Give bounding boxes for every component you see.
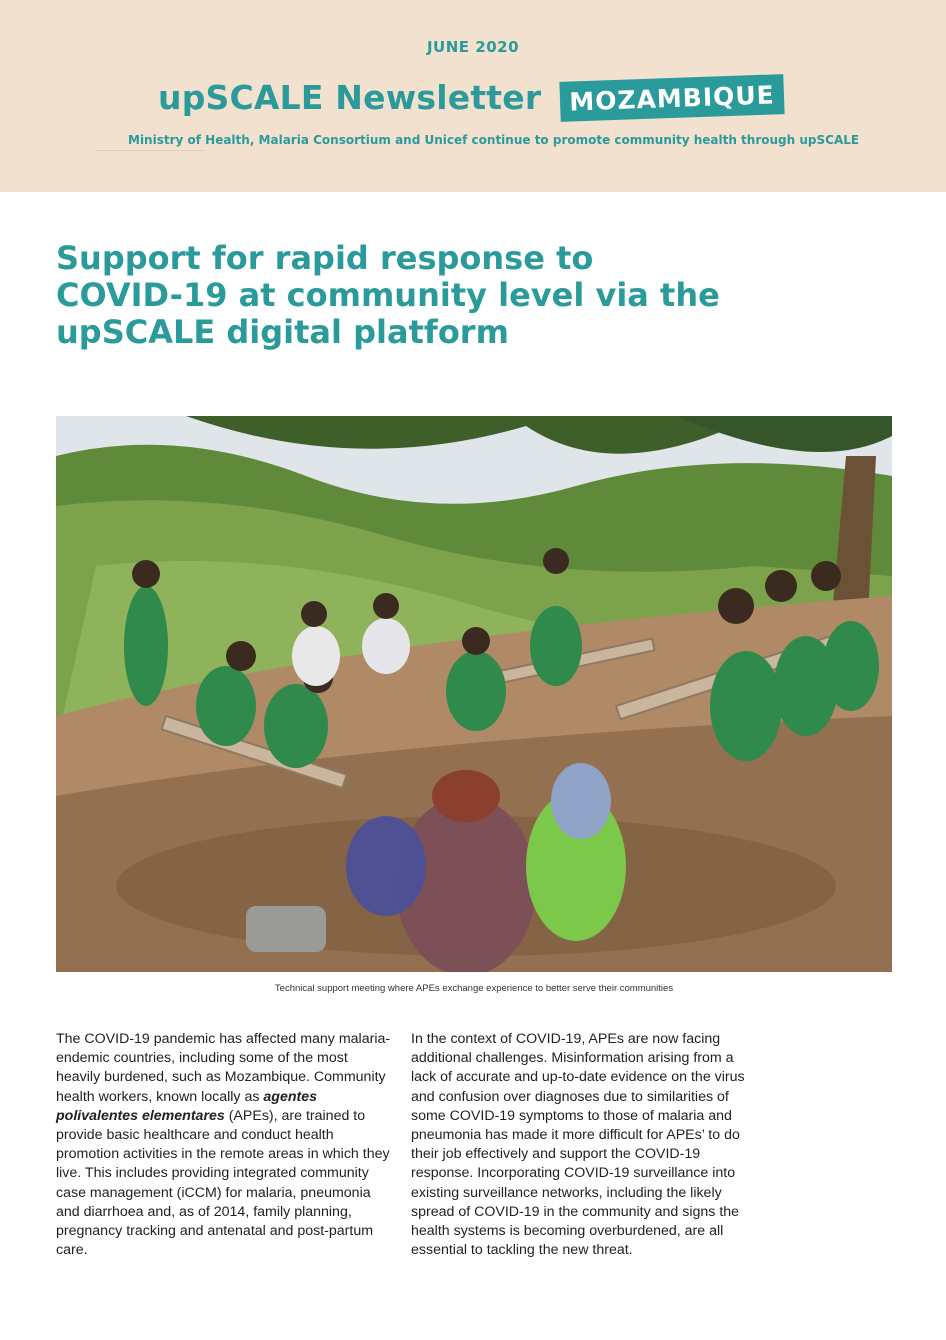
- photo-caption: Technical support meeting where APEs exchange experience to better serve their communities: [274, 983, 674, 994]
- body-paragraph: [56, 1030, 391, 1260]
- headline-line: Support for rapid response to: [56, 239, 594, 277]
- emphasized-term: agentes polivalentes elementares: [56, 1088, 318, 1124]
- newsletter-title: upSCALE Newsletter: [158, 78, 542, 117]
- article-column-right: [411, 1030, 746, 1260]
- masthead-divider: [96, 150, 206, 151]
- article-headline: [56, 240, 836, 351]
- headline-line: upSCALE digital platform: [56, 313, 509, 351]
- body-text: The COVID-19 pandemic has affected many malaria-endemic countries, including some of the most heavily burdened, such as Mozambique. Community health workers, known locally as: [56, 1031, 391, 1105]
- issue-date: JUNE 2020: [426, 38, 520, 56]
- body-paragraph: In the context of COVID-19, APEs are now facing additional challenges. Misinformation arising from a lack of accurate and up-to-date evidence on the virus and confusion over diagnoses due to similarities of some COVID-19 symptoms to those of malaria and pneumonia has made it more difficult for APEs’ to do their job effectively and support the COVID-19 response. Incorporating COVID-19 surveillance into existing surveillance networks, including the likely spread of COVID-19 in the community and signs the health systems is becoming overburdened, are all essential to tackling the new threat.: [411, 1031, 745, 1259]
- headline-line: COVID-19 at community level via the: [56, 276, 720, 314]
- article-column-left: [56, 1030, 391, 1260]
- newsletter-tagline: Ministry of Health, Malaria Consortium and Unicef continue to promote community health through upSCALE: [128, 133, 860, 147]
- meeting-photo: [56, 416, 892, 972]
- body-text: (APEs), are trained to provide basic healthcare and conduct health promotion activities in the remote areas in which they live. This includes providing integrated community case management (iCCM) for malaria, pneumonia and diarrhoea and, as of 2014, family planning, pregnancy tracking and antenatal and post-partum care.: [56, 1107, 390, 1259]
- country-badge: MOZAMBIQUE: [559, 74, 784, 122]
- newsletter-masthead: [0, 0, 946, 192]
